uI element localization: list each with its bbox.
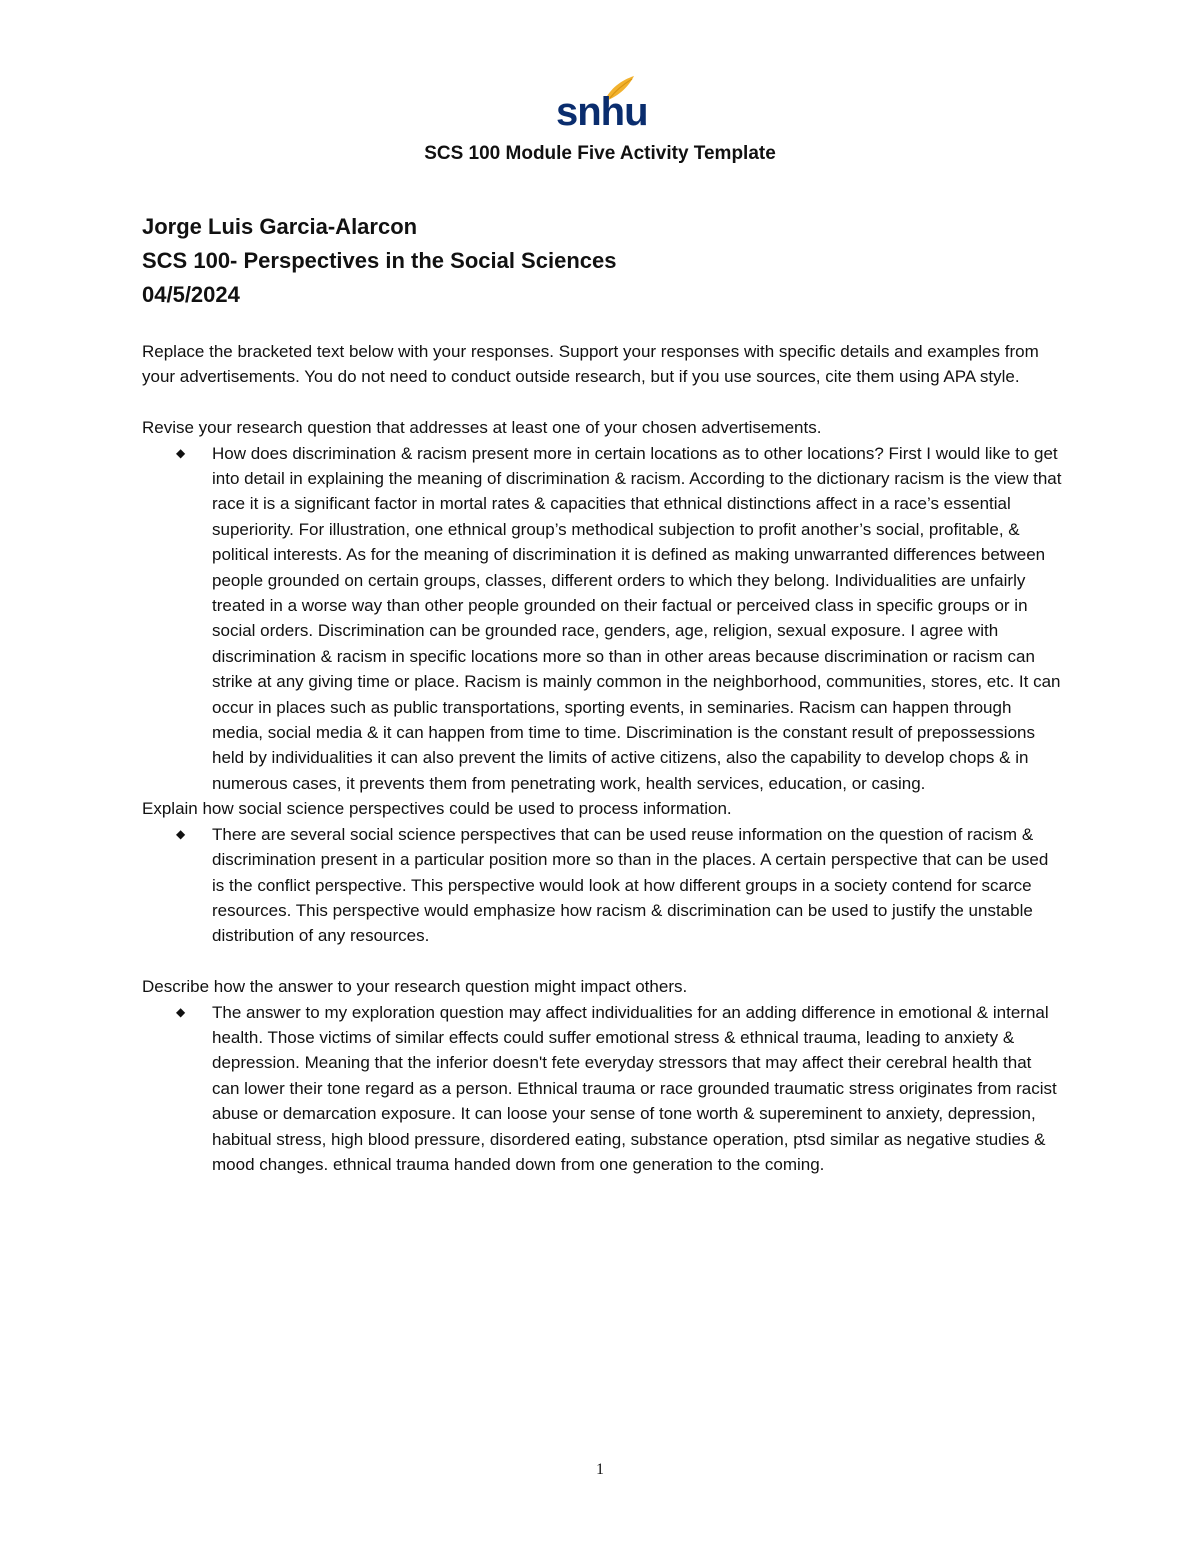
diamond-bullet-icon: ◆	[176, 1004, 186, 1019]
diamond-bullet-icon: ◆	[176, 445, 186, 460]
student-header	[142, 210, 616, 312]
course-name: SCS 100- Perspectives in the Social Sciences	[142, 248, 617, 273]
document-body	[142, 339, 1062, 1177]
instructions-paragraph: Replace the bracketed text below with your responses. Support your responses with specific details and examples from your advertisements. You do not need to conduct outside research, but if you use sources, cite them using APA style.	[142, 342, 1039, 387]
section-response	[142, 1000, 1062, 1178]
section-prompt: Explain how social science perspectives could be used to process information.	[142, 799, 732, 819]
page-number: 1	[596, 1461, 604, 1478]
submission-date: 04/5/2024	[142, 282, 240, 307]
response-text: There are several social science perspectives that can be used reuse information on the question of racism & discrimination present in a particular position more so than in the places. A certain perspective that can be used is the conflict perspective. This perspective would look at how different groups in a society contend for scarce resources. This perspective would emphasize how racism & discrimination can be used to justify the unstable distribution of any resources.	[212, 824, 1049, 946]
section-response	[142, 822, 1062, 949]
response-text: The answer to my exploration question may affect individualities for an adding difference in emotional & internal health. Those victims of similar effects could suffer emotional stress & ethnical trauma, leading to anxiety & depression. Meaning that the inferior doesn't fete everyday stressors that may affect their cerebral health that can lower their tone regard as a person. Ethnical trauma or race grounded traumatic stress originates from racist abuse or demarcation exposure. It can loose your sense of tone worth & supereminent to anxiety, depression, habitual stress, high blood pressure, disordered eating, substance operation, ptsd similar as negative studies & mood changes. ethnical trauma handed down from one generation to the coming.	[212, 1002, 1057, 1174]
document-title: SCS 100 Module Five Activity Template	[424, 143, 776, 164]
section-response	[142, 441, 1062, 797]
student-name: Jorge Luis Garcia-Alarcon	[142, 214, 418, 239]
logo-wordmark: snhu	[556, 90, 648, 134]
response-text: How does discrimination & racism present more in certain locations as to other locations? First I would like to get into detail in explaining the meaning of discrimination & racism. According to the dictionary racism is the view that race it is a significant factor in mortal rates & capacities that ethnical distinctions affect in a race’s essential superiority. For illustration, one ethnical group’s methodical subjection to profit another’s social, profitable, & political interests. As for the meaning of discrimination it is defined as making unwarranted differences between people grounded on certain groups, classes, different orders to which they belong. Individualities are unfairly treated in a worse way than other people grounded on their factual or perceived class in specific groups or in social orders. Discrimination can be grounded race, genders, age, religion, sexual exposure. I agree with discrimination & racism in specific locations more so than in other areas because discrimination or racism can strike at any giving time or place. Racism is mainly common in the neighborhood, communities, stores, etc. It can occur in places such as public transportations, sporting events, in seminaries. Racism can happen through media, social media & it can happen from time to time. Discrimination is the constant result of prepossessions held by individualities it can also prevent the limits of active citizens, also the capability to develop chops & in numerous cases, it prevents them from penetrating work, health services, education, or casing.	[212, 443, 1062, 793]
section-prompt: Describe how the answer to your research question might impact others.	[142, 977, 688, 997]
snhu-logo	[556, 74, 648, 134]
diamond-bullet-icon: ◆	[176, 826, 186, 841]
section-prompt: Revise your research question that addresses at least one of your chosen advertisements.	[142, 418, 822, 438]
